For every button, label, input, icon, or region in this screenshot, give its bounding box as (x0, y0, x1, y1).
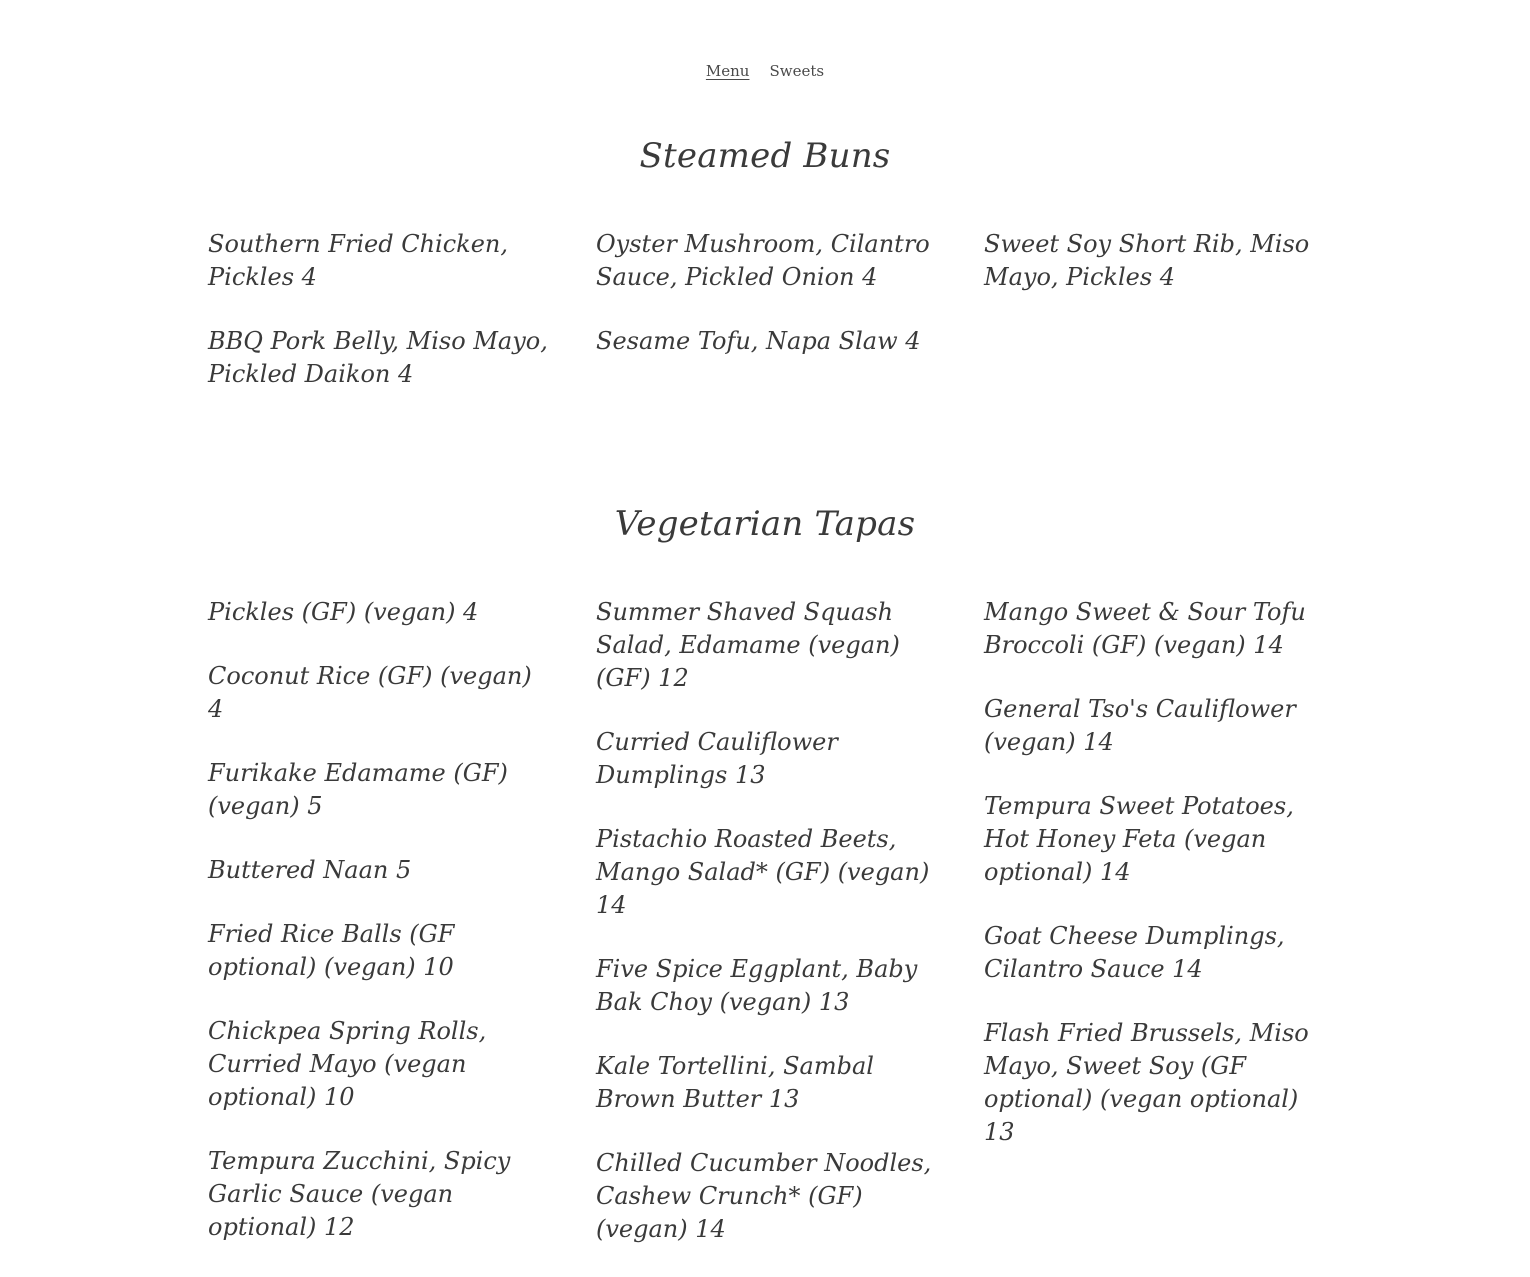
menu-item: Goat Cheese Dumplings, Cilantro Sauce 14 (984, 922, 1285, 983)
menu-item: Oyster Mushroom, Cilantro Sauce, Pickled Onion 4 (596, 230, 930, 291)
menu-column (208, 228, 553, 422)
menu-item: Sweet Soy Short Rib, Miso Mayo, Pickles 4 (984, 230, 1310, 291)
nav-link-menu[interactable]: Menu (705, 62, 750, 80)
menu-column (984, 596, 1329, 1277)
menu-column (596, 596, 941, 1277)
menu-item: Mango Sweet & Sour Tofu Broccoli (GF) (vegan) 14 (984, 598, 1306, 659)
menu-item: Chickpea Spring Rolls, Curried Mayo (vegan optional) 10 (208, 1017, 487, 1111)
menu-item: Sesame Tofu, Napa Slaw 4 (596, 327, 921, 355)
menu-item: Pistachio Roasted Beets, Mango Salad* (GF) (vegan) 14 (596, 825, 930, 919)
menu-item: Five Spice Eggplant, Baby Bak Choy (vegan) 13 (596, 955, 918, 1016)
menu-item: Buttered Naan 5 (208, 856, 412, 884)
menu-column (596, 228, 941, 422)
menu-item: Coconut Rice (GF) (vegan) 4 (208, 662, 532, 723)
vegetarian-tapas-grid (208, 596, 1329, 1277)
menu-item: Tempura Sweet Potatoes, Hot Honey Feta (vegan optional) 14 (984, 792, 1294, 886)
menu-column (984, 228, 1329, 422)
nav-link-sweets[interactable]: Sweets (769, 62, 825, 80)
menu-item: Furikake Edamame (GF) (vegan) 5 (208, 759, 508, 820)
menu-item: Fried Rice Balls (GF optional) (vegan) 10 (208, 920, 455, 981)
menu-item: Kale Tortellini, Sambal Brown Butter 13 (596, 1052, 874, 1113)
menu-item: Southern Fried Chicken, Pickles 4 (208, 230, 508, 291)
menu-item: Curried Cauliflower Dumplings 13 (596, 728, 838, 789)
menu-item: General Tso's Cauliflower (vegan) 14 (984, 695, 1296, 756)
menu-item: BBQ Pork Belly, Miso Mayo, Pickled Daikon 4 (208, 327, 548, 388)
menu-item: Flash Fried Brussels, Miso Mayo, Sweet Soy (GF optional) (vegan optional) 13 (984, 1019, 1309, 1146)
menu-item: Tempura Zucchini, Spicy Garlic Sauce (vegan optional) 12 (208, 1147, 511, 1241)
menu-item: Summer Shaved Squash Salad, Edamame (vegan) (GF) 12 (596, 598, 900, 692)
menu-column (208, 596, 553, 1277)
menu-item: Chilled Cucumber Noodles, Cashew Crunch* (GF) (vegan) 14 (596, 1149, 932, 1243)
section-title-steamed-buns: Steamed Buns (639, 136, 891, 176)
steamed-buns-grid (208, 228, 1329, 422)
top-navigation (0, 62, 1530, 80)
menu-item: Pickles (GF) (vegan) 4 (208, 598, 479, 626)
section-title-vegetarian-tapas: Vegetarian Tapas (614, 504, 916, 544)
